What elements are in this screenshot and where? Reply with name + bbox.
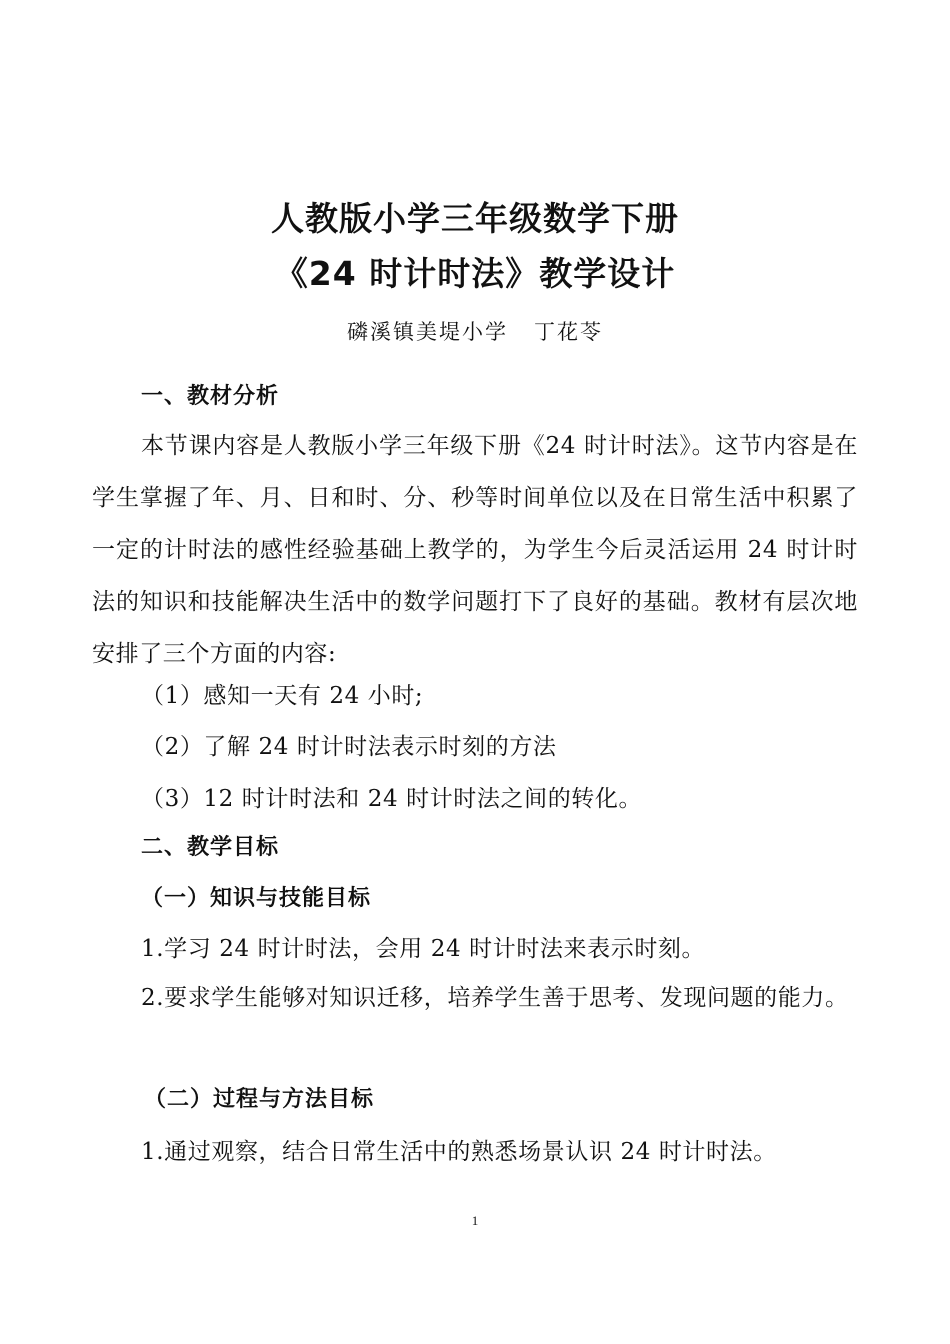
subsection-heading-knowledge-skills: （一）知识与技能目标: [141, 886, 372, 911]
list-item: （2）了解 24 时计时法表示时刻的方法: [141, 734, 557, 760]
list-item: 2.要求学生能够对知识迁移，培养学生善于思考、发现问题的能力。: [141, 985, 849, 1011]
list-item: （3）12 时计时法和 24 时计时法之间的转化。: [141, 786, 643, 812]
list-item: （1）感知一天有 24 小时;: [141, 683, 424, 709]
section-heading-textbook-analysis: 一、教材分析: [141, 384, 280, 409]
section-paragraph-textbook-analysis: 本节课内容是人教版小学三年级下册《24 时计时法》。这节内容是在学生掌握了年、月、日和时、分、秒等时间单位以及在日常生活中积累了一定的计时法的感性经验基础上教学的，为学生今后灵活运用 24 时计时法的知识和技能解决生活中的数学问题打下了良好的基础。教材有层次地安排了三个方面的内容:: [92, 433, 858, 667]
document-title-line-1: 人教版小学三年级数学下册: [271, 199, 679, 238]
page-number: 1: [471, 1213, 479, 1228]
list-item: 1.学习 24 时计时法，会用 24 时计时法来表示时刻。: [141, 936, 706, 962]
section-heading-teaching-goals: 二、教学目标: [141, 835, 280, 860]
subsection-heading-process-methods: （二）过程与方法目标: [144, 1087, 375, 1112]
author-line: 磷溪镇美堤小学 丁花苓: [346, 320, 604, 344]
list-item: 1.通过观察，结合日常生活中的熟悉场景认识 24 时计时法。: [141, 1139, 777, 1165]
document-title-line-2: 《24 时计时法》教学设计: [274, 254, 676, 293]
